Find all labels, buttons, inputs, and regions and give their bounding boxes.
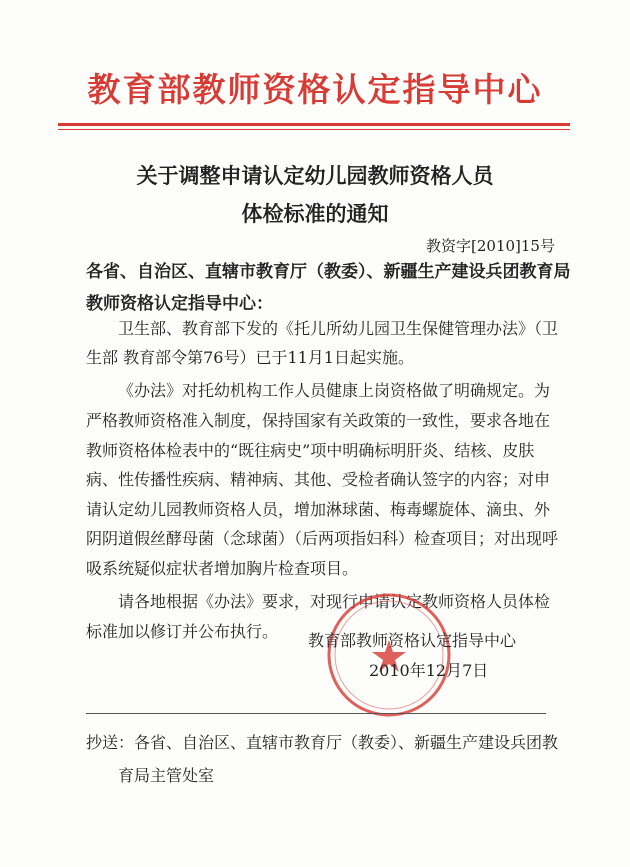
body-line: 卫生部、教育部下发的《托儿所幼儿园卫生保健管理办法》（卫 [118,319,559,338]
document-number: 教资字[2010]15号 [426,237,555,255]
signature-date: 2010年12月7日 [369,661,489,680]
body-line: 教师资格体检表中的“既往病史”项中明确标明肝炎、结核、皮肤 [86,441,535,460]
official-seal-stamp [324,590,454,720]
addressee-line2: 教师资格认定指导中心： [86,294,273,314]
body-line: 《办法》对托幼机构工作人员健康上岗资格做了明确规定。为 [118,381,551,400]
cc-line1: 抄送：各省、自治区、直辖市教育厅（教委）、新疆生产建设兵团教 [86,733,559,752]
body-line: 请各地根据《办法》要求，对现行申请认定教师资格人员体检 [118,592,551,611]
body-line: 生部 教育部令第76号）已于11月1日起实施。 [86,348,414,367]
notice-title-line2: 体检标准的通知 [241,201,389,226]
body-line: 严格教师资格准入制度，保持国家有关政策的一致性，要求各地在 [86,411,551,430]
cc-line2: 育局主管处室 [118,766,215,785]
cc-divider [86,713,546,714]
body-line: 阴阴道假丝酵母菌（念球菌）（后两项指妇科）检查项目；对出现呼 [86,529,559,548]
letterhead-rule [58,123,570,126]
body-line: 病、性传播性疾病、精神病、其他、受检者确认签字的内容；对申 [86,470,551,489]
body-line: 吸系统疑似症状者增加胸片检查项目。 [86,559,359,578]
notice-title-line1: 关于调整申请认定幼儿园教师资格人员 [136,163,494,188]
letterhead-org-name: 教育部教师资格认定指导中心 [87,70,543,109]
body-line: 请认定幼儿园教师资格人员，增加淋球菌、梅毒螺旋体、滴虫、外 [86,500,551,519]
letterhead-rule-thin [58,129,570,130]
addressee-line1: 各省、自治区、直辖市教育厅（教委）、新疆生产建设兵团教育局 [86,262,571,282]
signature-org: 教育部教师资格认定指导中心 [308,631,517,650]
body-line: 标准加以修订并公布执行。 [86,622,279,641]
